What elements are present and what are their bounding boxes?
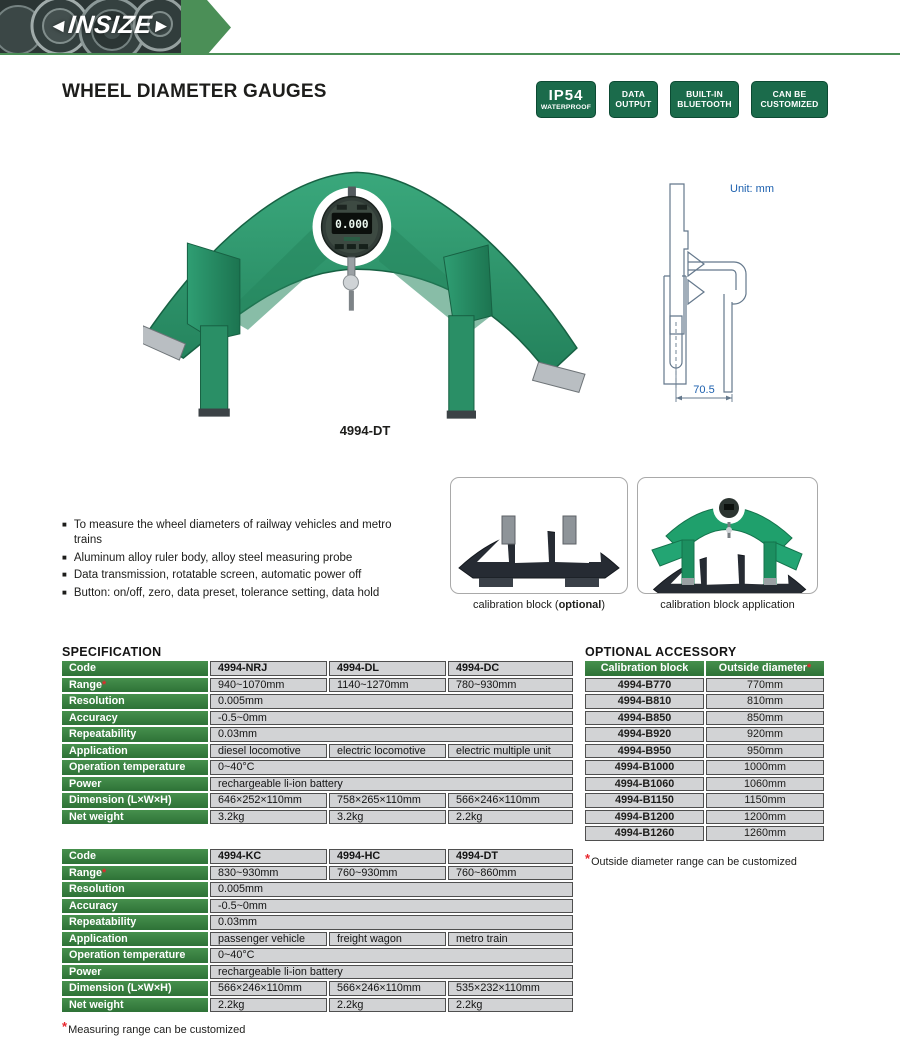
spec-value-cell: 2.2kg (210, 998, 327, 1013)
probe-ball (343, 275, 358, 290)
spec-label-cell: Power (62, 965, 208, 980)
spec-value-cell: 0~40°C (210, 948, 573, 963)
spec-label-cell: Operation temperature (62, 948, 208, 963)
spec-label-cell: Application (62, 932, 208, 947)
badge-line1: BUILT-IN (686, 88, 723, 99)
spec-row (62, 849, 573, 864)
spec-label-cell: Dimension (L×W×H) (62, 981, 208, 996)
spec-value-cell: 4994-HC (329, 849, 446, 864)
spec-row (62, 965, 573, 980)
accessory-diameter-cell: 1060mm (706, 777, 824, 792)
badge-line1: CAN BE (772, 88, 807, 99)
spec-value-cell: 758×265×110mm (329, 793, 446, 808)
header-asterisk: * (807, 662, 812, 675)
spec-value-cell: rechargeable li-ion battery (210, 965, 573, 980)
badge-line1: IP54 (548, 86, 584, 104)
left-leg (201, 326, 228, 411)
bullet-square-icon: ■ (62, 520, 67, 529)
spec-value-cell: 566×246×110mm (448, 793, 573, 808)
right-foot (447, 411, 476, 419)
badge-data-output (609, 81, 658, 118)
badge-can-be-customized (751, 81, 828, 118)
spec-value-cell: metro train (448, 932, 573, 947)
accessory-header-row (585, 661, 824, 676)
footnote-asterisk: * (62, 1019, 68, 1034)
spec-value-cell: 2.2kg (329, 998, 446, 1013)
spec-label-cell: Dimension (L×W×H) (62, 793, 208, 808)
accessory-row (585, 694, 824, 709)
spec-row (62, 810, 573, 825)
spec-label-cell: Net weight (62, 998, 208, 1013)
footnote-asterisk: * (585, 851, 591, 866)
left-foot (199, 409, 230, 417)
feature-badges (536, 81, 828, 118)
spec-row (62, 948, 573, 963)
badge-line1: DATA (621, 88, 646, 99)
logo-text: INSIZE (66, 11, 154, 39)
spec-row (62, 915, 573, 930)
spec-value-cell: electric locomotive (329, 744, 446, 759)
spec-value-cell: 3.2kg (210, 810, 327, 825)
feature-text: Data transmission, rotatable screen, automatic power off (73, 569, 362, 582)
range-asterisk: * (102, 678, 107, 691)
accessory-footnote (585, 851, 865, 868)
spec-row (62, 981, 573, 996)
page-title: WHEEL DIAMETER GAUGES (62, 81, 327, 102)
feature-text: To measure the wheel diameters of railway vehicles and metro trains (73, 519, 392, 547)
feature-item (62, 551, 414, 566)
spec-value-cell: 0.03mm (210, 915, 573, 930)
accessory-code-cell: 4994-B1260 (585, 826, 704, 841)
spec-value-cell: 940~1070mm (210, 678, 327, 693)
spec-value-cell: 4994-DL (329, 661, 446, 676)
spec-value-cell: diesel locomotive (210, 744, 327, 759)
accessory-row (585, 744, 824, 759)
spec-row (62, 694, 573, 709)
calibration-block-photo (450, 477, 628, 594)
accessory-row (585, 760, 824, 775)
spec-label-cell: Accuracy (62, 899, 208, 914)
accessory-code-cell: 4994-B850 (585, 711, 704, 726)
product-photo-4994-dt (143, 164, 587, 422)
spec-label-cell: Application (62, 744, 208, 759)
calibration-block-caption (450, 599, 628, 611)
accessory-header-outside-diameter (706, 661, 824, 676)
probe-stem (348, 257, 355, 277)
spec-label-cell: Resolution (62, 882, 208, 897)
spec-row (62, 932, 573, 947)
spec-label-cell: Accuracy (62, 711, 208, 726)
bullet-square-icon: ■ (62, 570, 67, 580)
spec-row (62, 793, 573, 808)
spec-value-cell: 4994-DC (448, 661, 573, 676)
spec-row (62, 711, 573, 726)
accessory-diameter-cell: 920mm (706, 727, 824, 742)
caption-text: ) (601, 599, 606, 611)
accessory-diameter-cell: 810mm (706, 694, 824, 709)
spec-label-cell: Code (62, 849, 208, 864)
calibration-application-caption: calibration block application (660, 599, 795, 611)
spec-value-cell: 4994-DT (448, 849, 573, 864)
calibration-application-image (638, 478, 817, 593)
accessory-diameter-cell: 1150mm (706, 793, 824, 808)
spec-value-cell: 2.2kg (448, 810, 573, 825)
caption-text: calibration block ( (472, 599, 559, 611)
accessory-code-cell: 4994-B920 (585, 727, 704, 742)
right-measuring-pad (533, 362, 585, 392)
footnote-text: Outside diameter range can be customized (591, 856, 797, 868)
bullet-square-icon: ■ (62, 552, 67, 562)
spec-value-cell: 760~930mm (329, 866, 446, 881)
spec-value-cell: 0.03mm (210, 727, 573, 742)
header-rule-line (0, 53, 900, 55)
spec-row (62, 998, 573, 1013)
spec-value-cell: 0~40°C (210, 760, 573, 775)
spec-value-cell: 566×246×110mm (329, 981, 446, 996)
spec-label-cell: Range* (62, 678, 208, 693)
feature-text: Aluminum alloy ruler body, alloy steel measuring probe (73, 551, 353, 564)
accessory-code-cell: 4994-B1060 (585, 777, 704, 792)
feature-list (62, 518, 414, 603)
spec-value-cell: 535×232×110mm (448, 981, 573, 996)
spec-value-cell: 2.2kg (448, 998, 573, 1013)
badge-ip54-waterproof (536, 81, 596, 118)
badge-built-in-bluetooth (670, 81, 739, 118)
accessory-row (585, 793, 824, 808)
insize-logo (47, 11, 172, 40)
accessory-code-cell: 4994-B810 (585, 694, 704, 709)
badge-line2: OUTPUT (615, 98, 652, 109)
logo-left-arrow-icon: ◄ (47, 16, 70, 37)
caption-bold-text: optional (558, 599, 602, 611)
spec-value-cell: 780~930mm (448, 678, 573, 693)
accessory-code-cell: 4994-B1000 (585, 760, 704, 775)
spec-row (62, 727, 573, 742)
spec-value-cell: 0.005mm (210, 694, 573, 709)
spec-value-cell: electric multiple unit (448, 744, 573, 759)
spec-value-cell: passenger vehicle (210, 932, 327, 947)
optional-accessory-title: OPTIONAL ACCESSORY (585, 645, 737, 659)
spec-row (62, 760, 573, 775)
drawing-unit-note: Unit: mm (730, 183, 774, 195)
accessory-row (585, 711, 824, 726)
spec-value-cell: freight wagon (329, 932, 446, 947)
spec-value-cell: 760~860mm (448, 866, 573, 881)
indicator-reading: 0.000 (335, 217, 369, 231)
spec-value-cell: -0.5~0mm (210, 899, 573, 914)
header-text: Outside diameter (718, 662, 807, 675)
feature-item (62, 586, 414, 601)
spec-label-cell: Repeatability (62, 915, 208, 930)
accessory-diameter-cell: 1200mm (706, 810, 824, 825)
accessory-code-cell: 4994-B770 (585, 678, 704, 693)
accessory-code-cell: 4994-B1200 (585, 810, 704, 825)
spec-row (62, 899, 573, 914)
logo-right-arrow-icon: ► (150, 16, 173, 37)
accessory-row (585, 777, 824, 792)
spec-value-cell: 4994-NRJ (210, 661, 327, 676)
spec-value-cell: 4994-KC (210, 849, 327, 864)
technical-drawing (646, 176, 808, 414)
spec-label-cell: Operation temperature (62, 760, 208, 775)
accessory-row (585, 727, 824, 742)
badge-line2: CUSTOMIZED (760, 98, 819, 109)
calibration-block-application-photo (637, 477, 818, 594)
feature-item (62, 518, 414, 549)
spec-value-cell: -0.5~0mm (210, 711, 573, 726)
accessory-diameter-cell: 850mm (706, 711, 824, 726)
spec-value-cell: 3.2kg (329, 810, 446, 825)
accessory-header-calibration-block: Calibration block (585, 661, 704, 676)
accessory-row (585, 678, 824, 693)
accessory-diameter-cell: 950mm (706, 744, 824, 759)
spec-value-cell: 1140~1270mm (329, 678, 446, 693)
spec-label-cell: Net weight (62, 810, 208, 825)
spec-value-cell: 830~930mm (210, 866, 327, 881)
spec-label-cell: Range* (62, 866, 208, 881)
spec-value-cell: 646×252×110mm (210, 793, 327, 808)
accessory-diameter-cell: 1260mm (706, 826, 824, 841)
badge-line2: BLUETOOTH (677, 98, 732, 109)
spec-row (62, 777, 573, 792)
spec-row (62, 744, 573, 759)
spec-label-cell: Code (62, 661, 208, 676)
drawing-bracket-leg (724, 294, 732, 392)
spec-row (62, 882, 573, 897)
accessory-row (585, 810, 824, 825)
probe-rod (349, 290, 354, 310)
spec-label-cell: Resolution (62, 694, 208, 709)
badge-line2: WATERPROOF (540, 104, 592, 112)
spec-value-cell: 0.005mm (210, 882, 573, 897)
footnote-text: Measuring range can be customized (68, 1024, 246, 1036)
specification-footnote (62, 1019, 245, 1036)
spec-label-cell: Repeatability (62, 727, 208, 742)
header-green-chevron (181, 0, 231, 55)
product-model-label: 4994-DT (339, 423, 391, 438)
spec-value-cell: rechargeable li-ion battery (210, 777, 573, 792)
spec-value-cell: 566×246×110mm (210, 981, 327, 996)
spec-table-1 (60, 659, 575, 826)
accessory-code-cell: 4994-B950 (585, 744, 704, 759)
specification-title: SPECIFICATION (62, 645, 162, 659)
range-asterisk: * (102, 866, 107, 879)
spec-label-cell: Power (62, 777, 208, 792)
drawing-ruler-bar (670, 184, 688, 334)
feature-item (62, 568, 414, 583)
spec-row (62, 866, 573, 881)
accessory-table (583, 659, 826, 843)
feature-text: Button: on/off, zero, data preset, tolerance setting, data hold (73, 586, 380, 599)
accessory-diameter-cell: 770mm (706, 678, 824, 693)
calibration-block-image (451, 478, 627, 593)
accessory-diameter-cell: 1000mm (706, 760, 824, 775)
spec-row (62, 661, 573, 676)
accessory-row (585, 826, 824, 841)
bullet-square-icon: ■ (62, 587, 67, 597)
drawing-dimension-70-5: 70.5 (693, 384, 715, 396)
spec-table-2 (60, 847, 575, 1014)
accessory-code-cell: 4994-B1150 (585, 793, 704, 808)
right-leg (449, 316, 474, 413)
spec-row (62, 678, 573, 693)
